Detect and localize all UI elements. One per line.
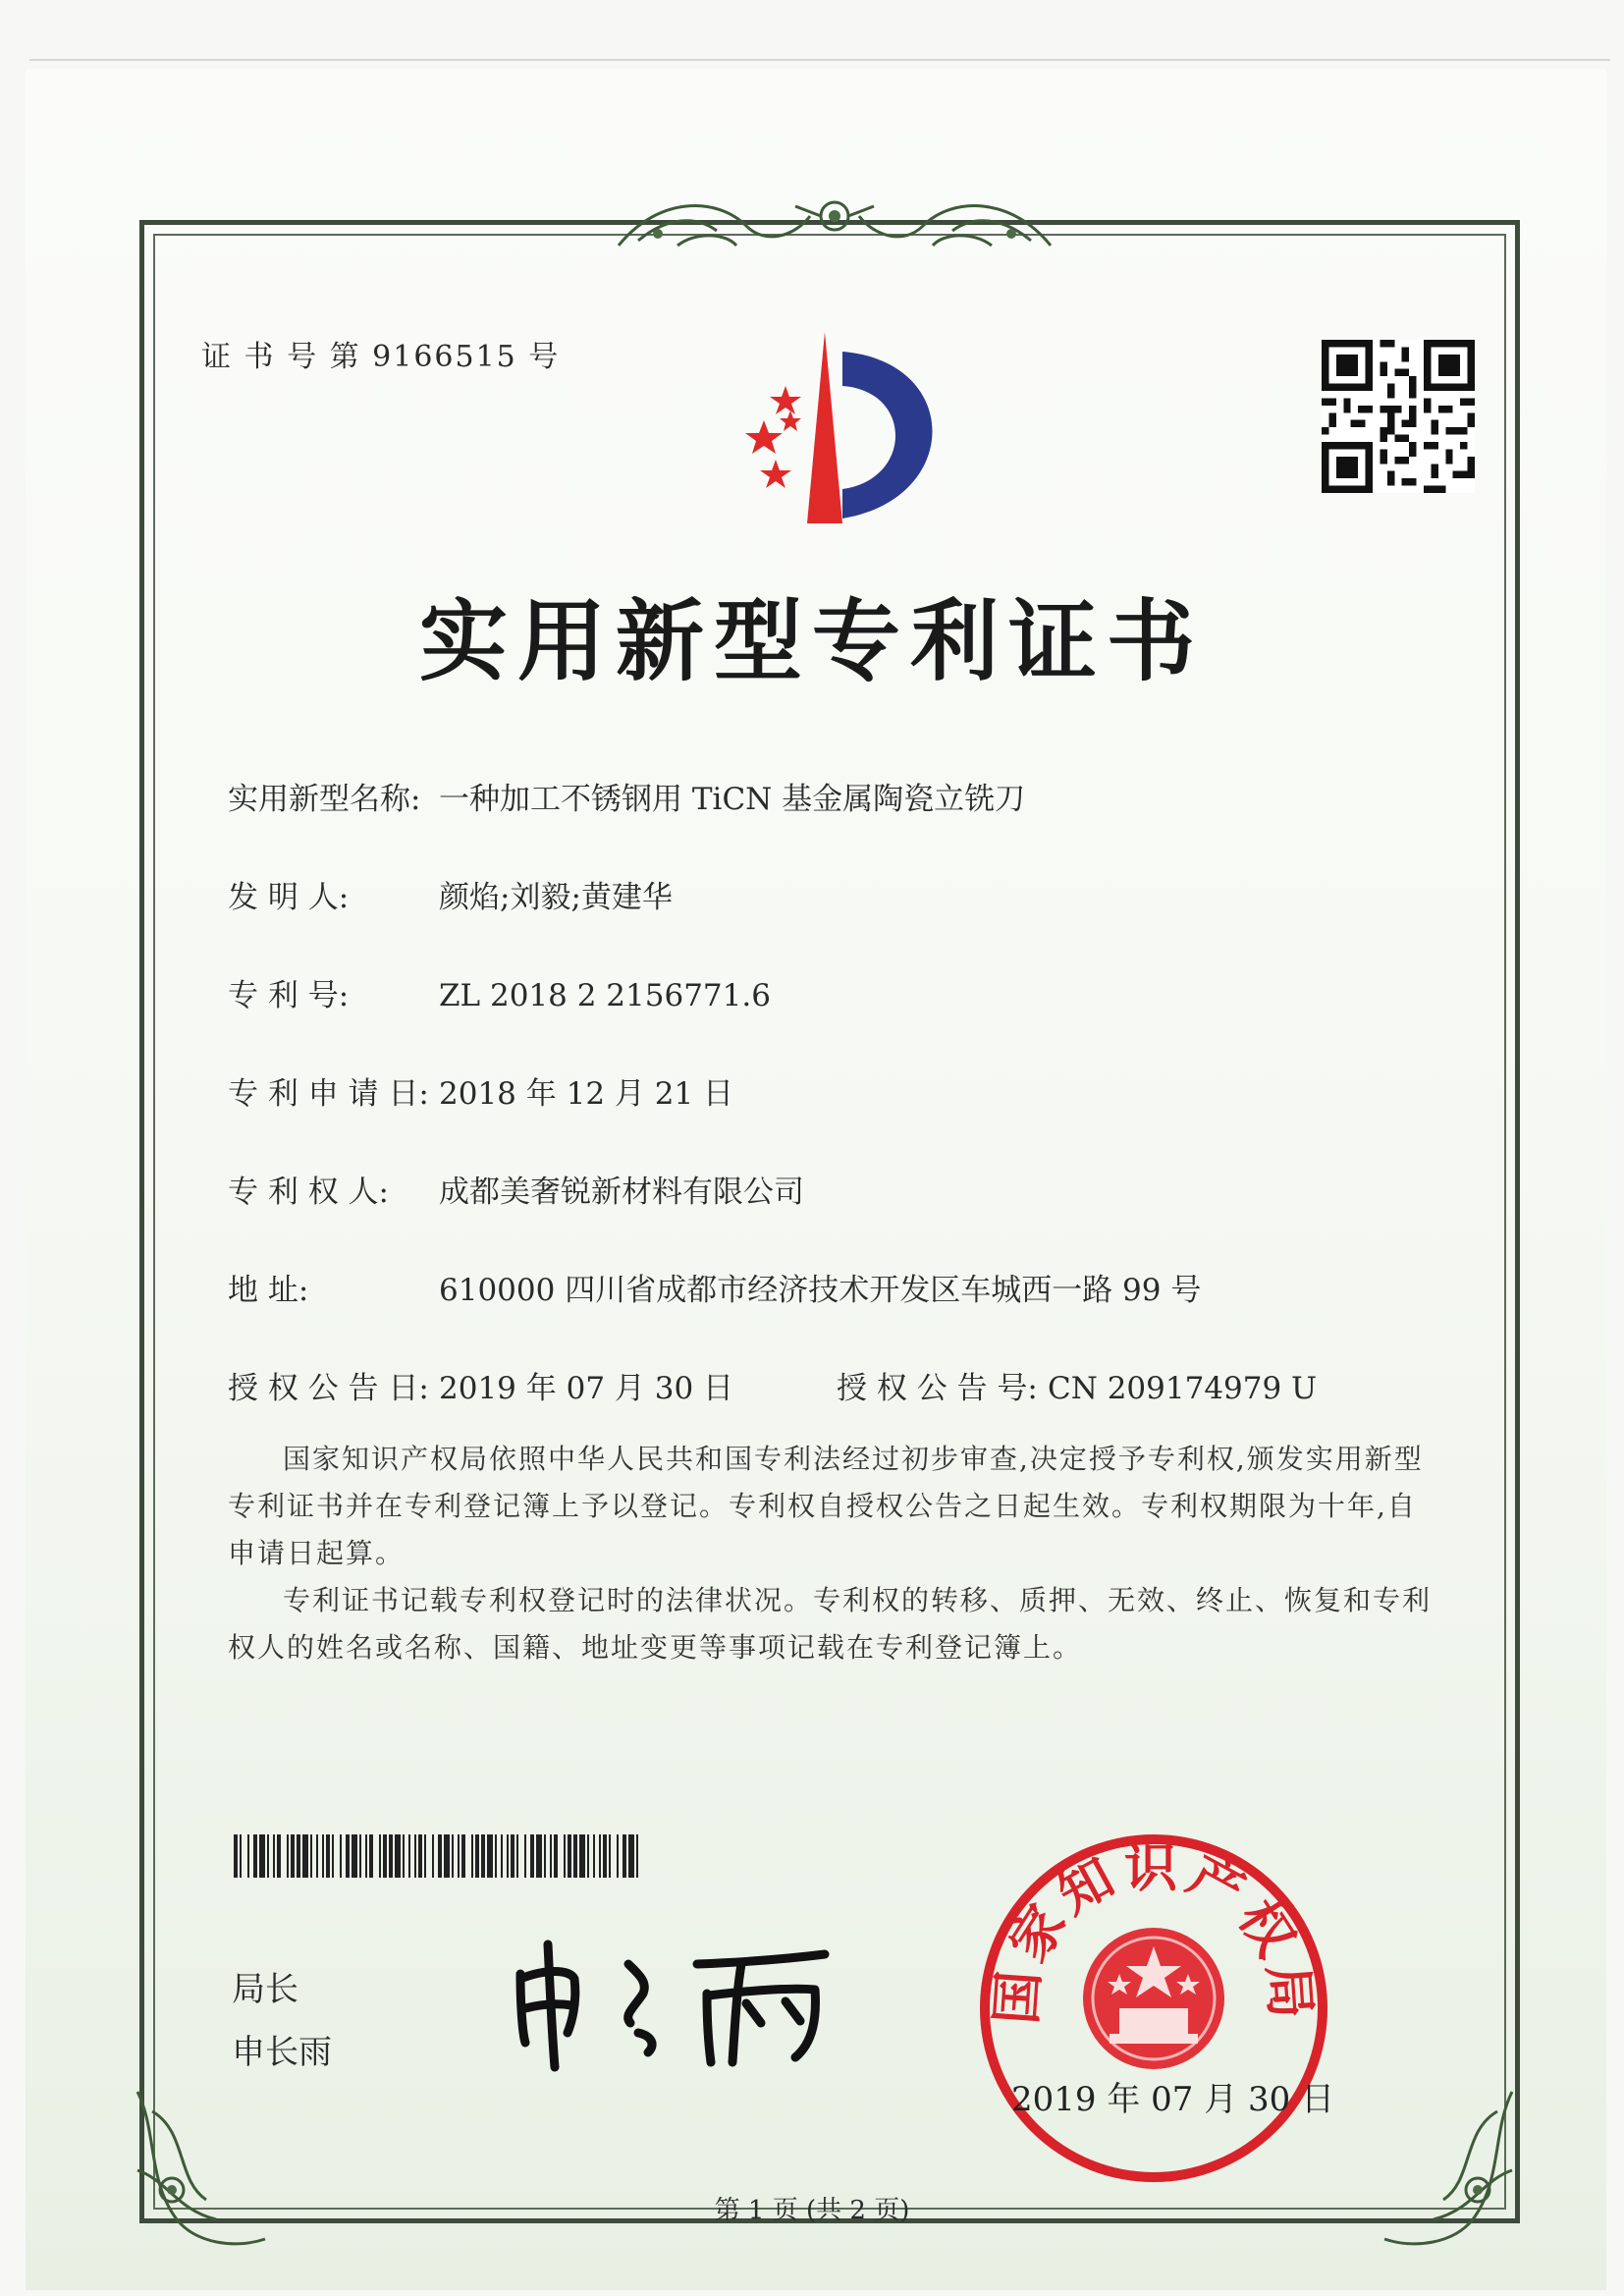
bottom-left-ornament	[118, 2072, 285, 2259]
field-patentee	[228, 1167, 804, 1211]
certificate-title: 实用新型专利证书	[419, 589, 1205, 693]
field-label: 专 利 权 人:	[228, 1175, 390, 1210]
field-filing-date	[228, 1068, 733, 1113]
field-label: 地 址:	[228, 1273, 309, 1308]
director-name: 申长雨	[232, 2033, 332, 2072]
cnipa-logo-icon	[717, 332, 962, 528]
qr-code-icon	[1322, 340, 1475, 493]
field-label: 专 利 申 请 日:	[228, 1076, 429, 1112]
field-label: 授 权 公 告 日:	[228, 1371, 429, 1406]
field-value: CN 209174979 U	[1048, 1371, 1318, 1406]
field-value: 2018 年 12 月 21 日	[439, 1076, 734, 1112]
body-paragraph: 国家知识产权局依照中华人民共和国专利法经过初步审查,决定授予专利权,颁发实用新型专利证书并在专利登记簿上予以登记。专利权自授权公告之日起生效。专利权期限为十年,自申请日起算。	[228, 1443, 1424, 1569]
bottom-right-ornament	[1365, 2072, 1532, 2259]
certificate-number: 证 书 号 第 9166515 号	[201, 340, 561, 374]
field-label: 授 权 公 告 号:	[837, 1371, 1038, 1406]
field-label: 发 明 人:	[228, 880, 350, 915]
official-seal	[972, 1827, 1335, 2190]
field-patent-number	[228, 970, 771, 1014]
barcode-icon	[234, 1834, 640, 1878]
field-value: 成都美奢锐新材料有限公司	[439, 1175, 804, 1210]
certificate-body	[228, 1436, 1445, 1671]
top-ornament	[599, 177, 1070, 265]
handwritten-signature	[501, 1925, 854, 2072]
field-label: 实用新型名称:	[228, 782, 421, 817]
page-indicator: 第 1 页 (共 2 页)	[714, 2196, 910, 2225]
field-value: ZL 2018 2 2156771.6	[439, 978, 771, 1013]
field-value: 2019 年 07 月 30 日	[439, 1371, 734, 1406]
field-label: 专 利 号:	[228, 978, 350, 1013]
field-value: 一种加工不锈钢用 TiCN 基金属陶瓷立铣刀	[439, 782, 1026, 817]
field-utility-model-name	[228, 774, 1025, 818]
scan-edge-line	[29, 59, 1610, 61]
field-value: 610000 四川省成都市经济技术开发区车城西一路 99 号	[439, 1273, 1202, 1308]
svg-text:国家知识产权局: 国家知识产权局	[985, 1836, 1323, 2027]
field-value: 颜焰;刘毅;黄建华	[439, 880, 673, 915]
body-paragraph: 专利证书记载专利权登记时的法律状况。专利权的转移、质押、无效、终止、恢复和专利权人的姓名或名称、国籍、地址变更等事项记载在专利登记簿上。	[228, 1584, 1433, 1664]
director-title: 局长	[232, 1970, 298, 2009]
field-grant-date	[228, 1363, 733, 1407]
field-inventor	[228, 872, 673, 916]
field-grant-number	[837, 1363, 1317, 1407]
seal-date: 2019 年 07 月 30 日	[1011, 2080, 1335, 2119]
field-address	[228, 1265, 1201, 1309]
